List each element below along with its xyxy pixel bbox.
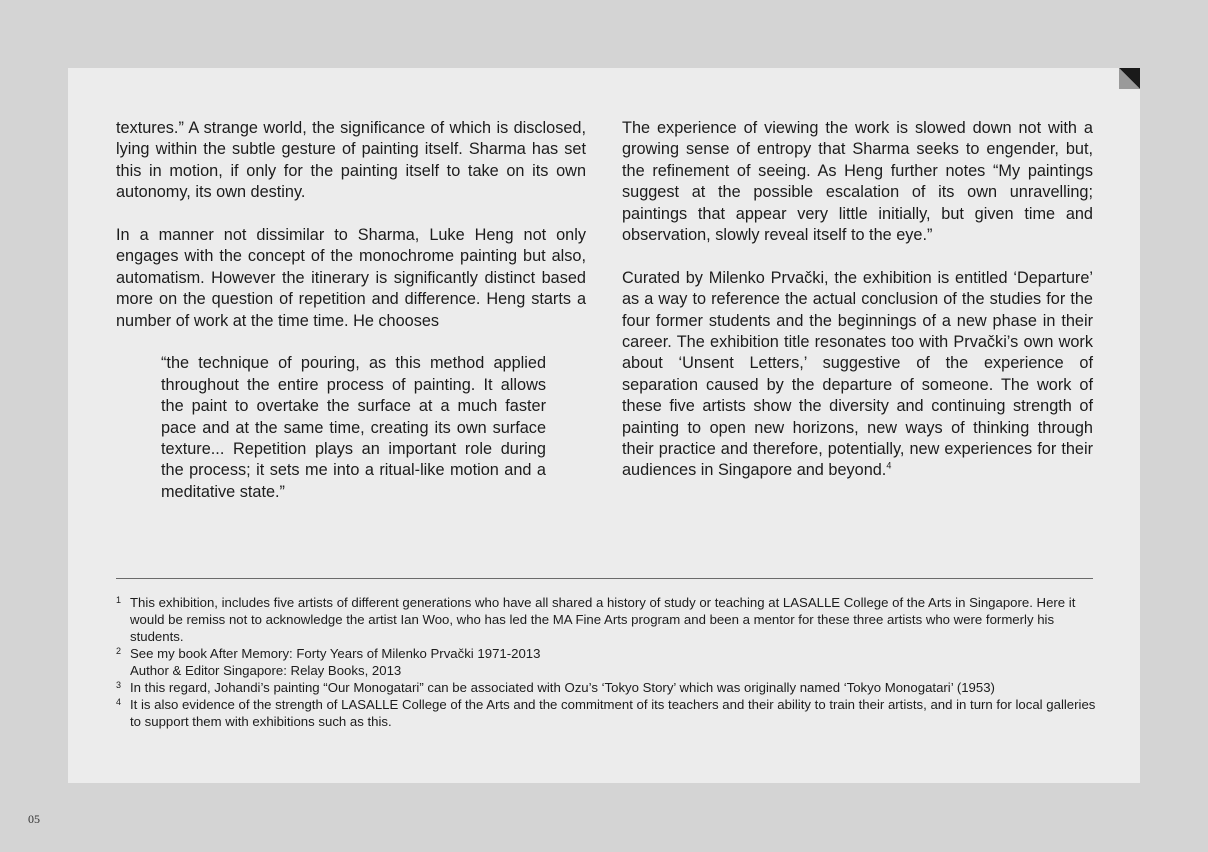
page-number: 05 (28, 812, 40, 826)
left-paragraph-2: In a manner not dissimilar to Sharma, Luke Heng not only engages with the concept of the monochrome painting but also, automatism. However the itinerary is significantly distinct based more on the question of repetition and difference. Heng starts a number of work at the time time. He chooses (116, 226, 586, 330)
footnotes (116, 594, 1096, 730)
footnote-3 (116, 679, 1096, 696)
page-sheet (68, 68, 1140, 783)
footnote-2 (116, 645, 1096, 679)
footnote-text (130, 645, 1096, 679)
right-column (622, 118, 1093, 482)
right-paragraph-2 (622, 268, 1093, 482)
footnote-text: This exhibition, includes five artists of different generations who have all shared a history of study or teaching at LASALLE College of the Arts in Singapore. Here it would be remiss not to acknowledge the artist Ian Woo, who has led the MA Fine Arts program and been a mentor for these three artists who were formerly his students. (130, 595, 1076, 644)
right-paragraph-2-text: Curated by Milenko Prvački, the exhibition is entitled ‘Departure’ as a way to reference the actual conclusion of the studies for the four former students and the beginnings of a new phase in their career. The exhibition title resonates too with Prvački’s own work about ‘Unsent Letters,’ suggestive of the experience of separation caused by the departure of someone. The work of these five artists show the diversity and continuing strength of painting to open new horizons, new ways of thinking through their practice and therefore, potentially, new experiences for their audiences in Singapore and beyond. (622, 268, 1093, 480)
footnote-4 (116, 696, 1096, 730)
left-column (116, 118, 586, 503)
footnote-number: 2 (116, 646, 122, 656)
footnote-text: It is also evidence of the strength of LASALLE College of the Arts and the commitment of its teachers and their ability to train their artists, and in turn for local galleries to support them with exhibitions such as this. (130, 697, 1096, 729)
footnote-reference[interactable]: 4 (886, 461, 892, 472)
block-quote: “the technique of pouring, as this method applied throughout the entire process of painting. It allows the paint to overtake the surface at a much faster pace and at the same time, creating its own surface texture... Repetition plays an important role during the process; it sets me into a ritual-like motion and a meditative state.” (161, 354, 546, 501)
footnote-divider (116, 578, 1093, 579)
footnote-number: 1 (116, 595, 122, 605)
left-paragraph-1: textures.” A strange world, the significance of which is disclosed, lying within the subtle gesture of painting itself. Sharma has set this in motion, if only for the painting itself to take on its own autonomy, its own destiny. (116, 119, 586, 202)
footnote-text: In this regard, Johandi’s painting “Our Monogatari” can be associated with Ozu’s ‘Tokyo Story’ which was originally named ‘Tokyo Monogatari’ (1953) (130, 680, 995, 695)
footnote-number: 3 (116, 680, 122, 690)
footnote-text-line-2: Author & Editor Singapore: Relay Books, 2013 (130, 663, 402, 678)
footnote-number: 4 (116, 697, 122, 707)
corner-mark-icon (1119, 68, 1140, 89)
footnote-text-line-1: See my book After Memory: Forty Years of Milenko Prvački 1971-2013 (130, 646, 541, 661)
right-paragraph-1: The experience of viewing the work is slowed down not with a growing sense of entropy that Sharma seeks to engender, but, the refinement of seeing. As Heng further notes “My paintings suggest at the possible escalation of its own unravelling; paintings that appear very little initially, but given time and observation, slowly reveal itself to the eye.” (622, 119, 1093, 245)
footnote-1 (116, 594, 1096, 645)
